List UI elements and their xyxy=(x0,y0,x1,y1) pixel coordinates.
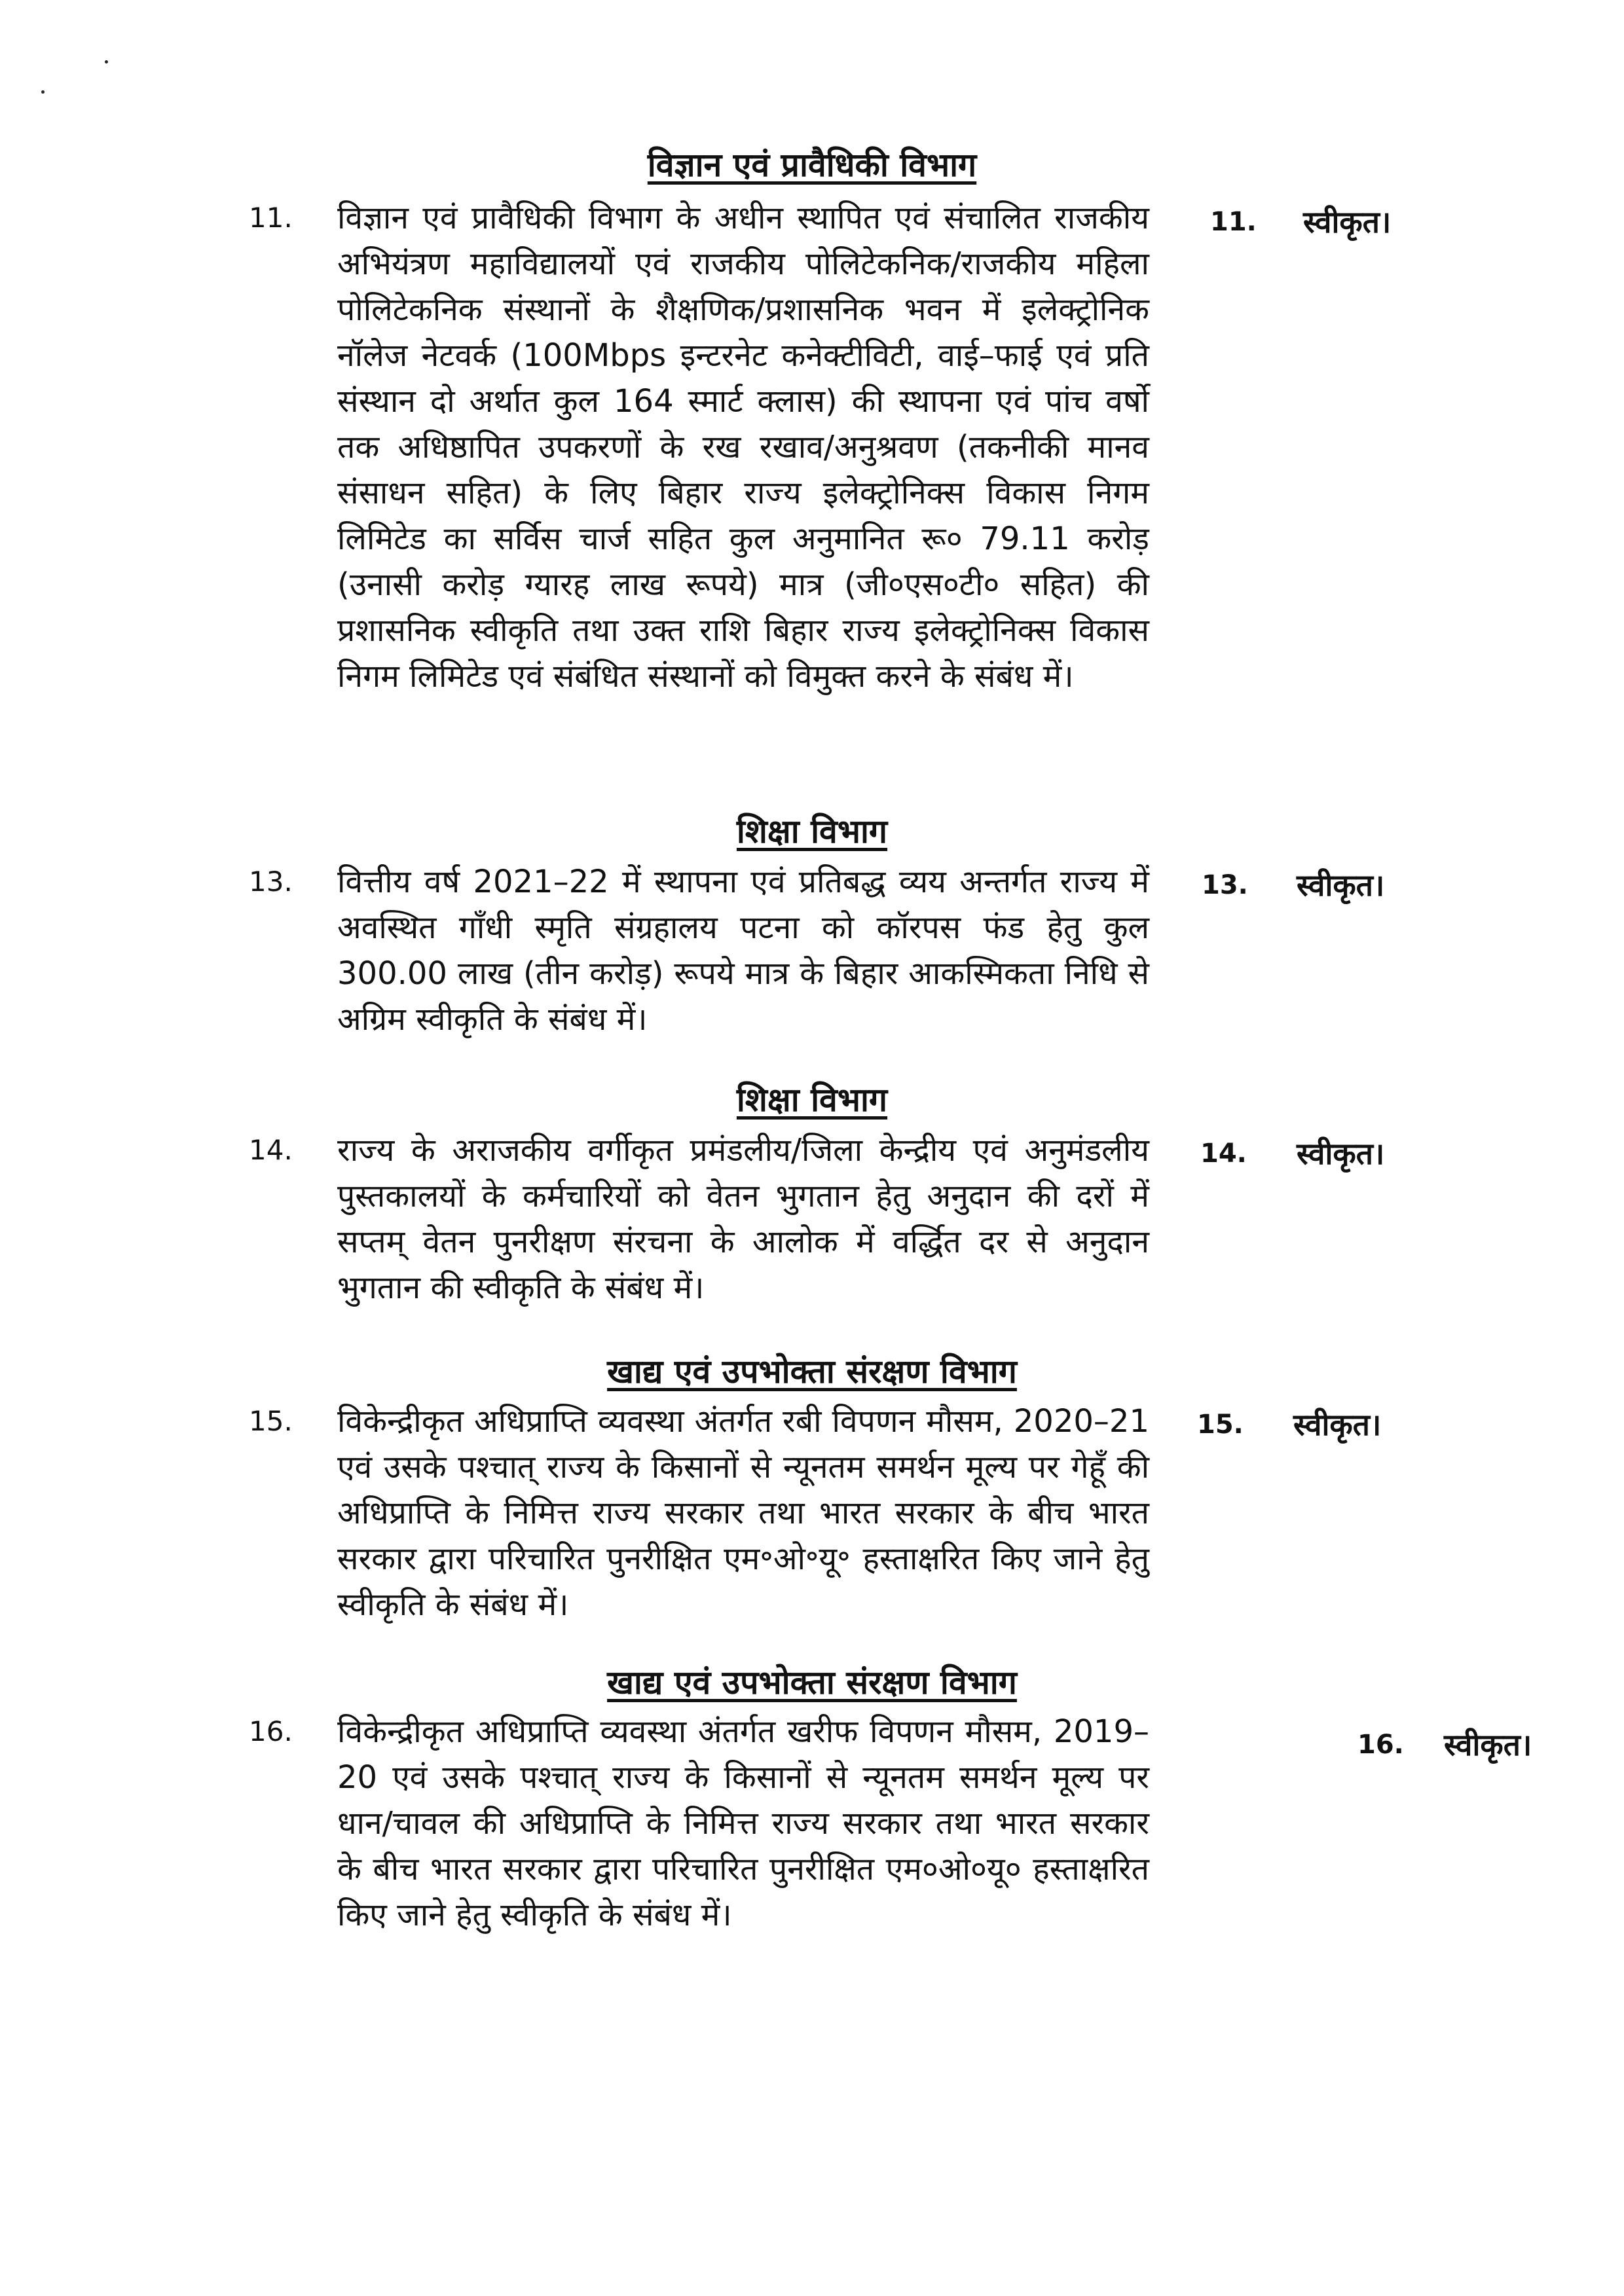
section-heading: खाद्य एवं उपभोक्ता संरक्षण विभाग xyxy=(607,1664,1017,1702)
scan-speck xyxy=(41,90,45,94)
scan-speck xyxy=(105,60,108,64)
item-number: 16. xyxy=(249,1715,293,1747)
item-text: वित्तीय वर्ष 2021–22 में स्थापना एवं प्रतिबद्ध व्यय अन्तर्गत राज्य में अवस्थित गाँधी स्मृति संग्रहालय पटना को कॉरपस फंड हेतु कुल 300.00 लाख (तीन करोड़) रूपये मात्र के बिहार आकस्मिकता निधि से अग्रिम स्वीकृति के संबंध में। xyxy=(337,864,1149,1038)
result-status: स्वीकृत। xyxy=(1444,1727,1532,1762)
item-number: 13. xyxy=(249,866,293,898)
result-status: स्वीकृत। xyxy=(1297,1136,1385,1171)
result-number: 15. xyxy=(1197,1410,1244,1440)
result-number: 16. xyxy=(1357,1730,1404,1760)
item-text: विकेन्द्रीकृत अधिप्राप्ति व्यवस्था अंतर्गत रबी विपणन मौसम, 2020–21 एवं उसके पश्चात् राज्य के किसानों से न्यूनतम समर्थन मूल्य पर गेहूँ की अधिप्राप्ति के निमित्त राज्य सरकार तथा भारत सरकार के बीच भारत सरकार द्वारा परिचारित पुनरीक्षित एम॰ओ॰यू॰ हस्ताक्षरित किए जाने हेतु स्वीकृति के संबंध में। xyxy=(337,1403,1149,1623)
result-status: स्वीकृत। xyxy=(1297,867,1385,903)
item-number: 11. xyxy=(249,202,293,234)
item-text: विकेन्द्रीकृत अधिप्राप्ति व्यवस्था अंतर्गत खरीफ विपणन मौसम, 2019–20 एवं उसके पश्चात् राज्य के किसानों से न्यूनतम समर्थन मूल्य पर धान/चावल की अधिप्राप्ति के निमित्त राज्य सरकार तथा भारत सरकार के बीच भारत सरकार द्वारा परिचारित पुनरीक्षित एम०ओ०यू० हस्ताक्षरित किए जाने हेतु स्वीकृति के संबंध में। xyxy=(337,1713,1149,1933)
result-number: 11. xyxy=(1210,207,1257,237)
item-number: 15. xyxy=(249,1405,293,1437)
item-text: राज्य के अराजकीय वर्गीकृत प्रमंडलीय/जिला केन्द्रीय एवं अनुमंडलीय पुस्तकालयों के कर्मचारियों को वेतन भुगतान हेतु अनुदान की दरों में सप्तम् वेतन पुनरीक्षण संरचना के आलोक में वर्द्धित दर से अनुदान भुगतान की स्वीकृति के संबंध में। xyxy=(337,1132,1149,1306)
item-number: 14. xyxy=(249,1134,293,1166)
section-heading: विज्ञान एवं प्रावैधिकी विभाग xyxy=(647,146,977,184)
result-number: 13. xyxy=(1202,870,1248,900)
result-status: स्वीकृत। xyxy=(1293,1407,1382,1442)
result-number: 14. xyxy=(1200,1139,1247,1169)
section-heading: खाद्य एवं उपभोक्ता संरक्षण विभाग xyxy=(607,1353,1017,1391)
result-status: स्वीकृत। xyxy=(1303,204,1392,240)
item-text: विज्ञान एवं प्रावैधिकी विभाग के अधीन स्थापित एवं संचालित राजकीय अभियंत्रण महाविद्यालयों एवं राजकीय पोलिटेकनिक/राजकीय महिला पोलिटेकनिक संस्थानों के शैक्षणिक/प्रशासनिक भवन में इलेक्ट्रोनिक नॉलेज नेटवर्क (100Mbps इन्टरनेट कनेक्टीविटी, वाई–फाई एवं प्रति संस्थान दो अर्थात कुल 164 स्मार्ट क्लास) की स्थापना एवं पांच वर्षो तक अधिष्ठापित उपकरणों के रख रखाव/अनुश्रवण (तकनीकी मानव संसाधन सहित) के लिए बिहार राज्य इलेक्ट्रोनिक्स विकास निगम लिमिटेड का सर्विस चार्ज सहित कुल अनुमानित रू० 79.11 करोड़ (उनासी करोड़ ग्यारह लाख रूपये) मात्र (जी०एस०टी० सहित) की प्रशासनिक स्वीकृति तथा उक्त राशि बिहार राज्य इलेक्ट्रोनिक्स विकास निगम लिमिटेड एवं संबंधित संस्थानों को विमुक्त करने के संबंध में। xyxy=(337,200,1149,695)
section-heading: शिक्षा विभाग xyxy=(736,1081,888,1119)
section-heading: शिक्षा विभाग xyxy=(736,812,888,850)
